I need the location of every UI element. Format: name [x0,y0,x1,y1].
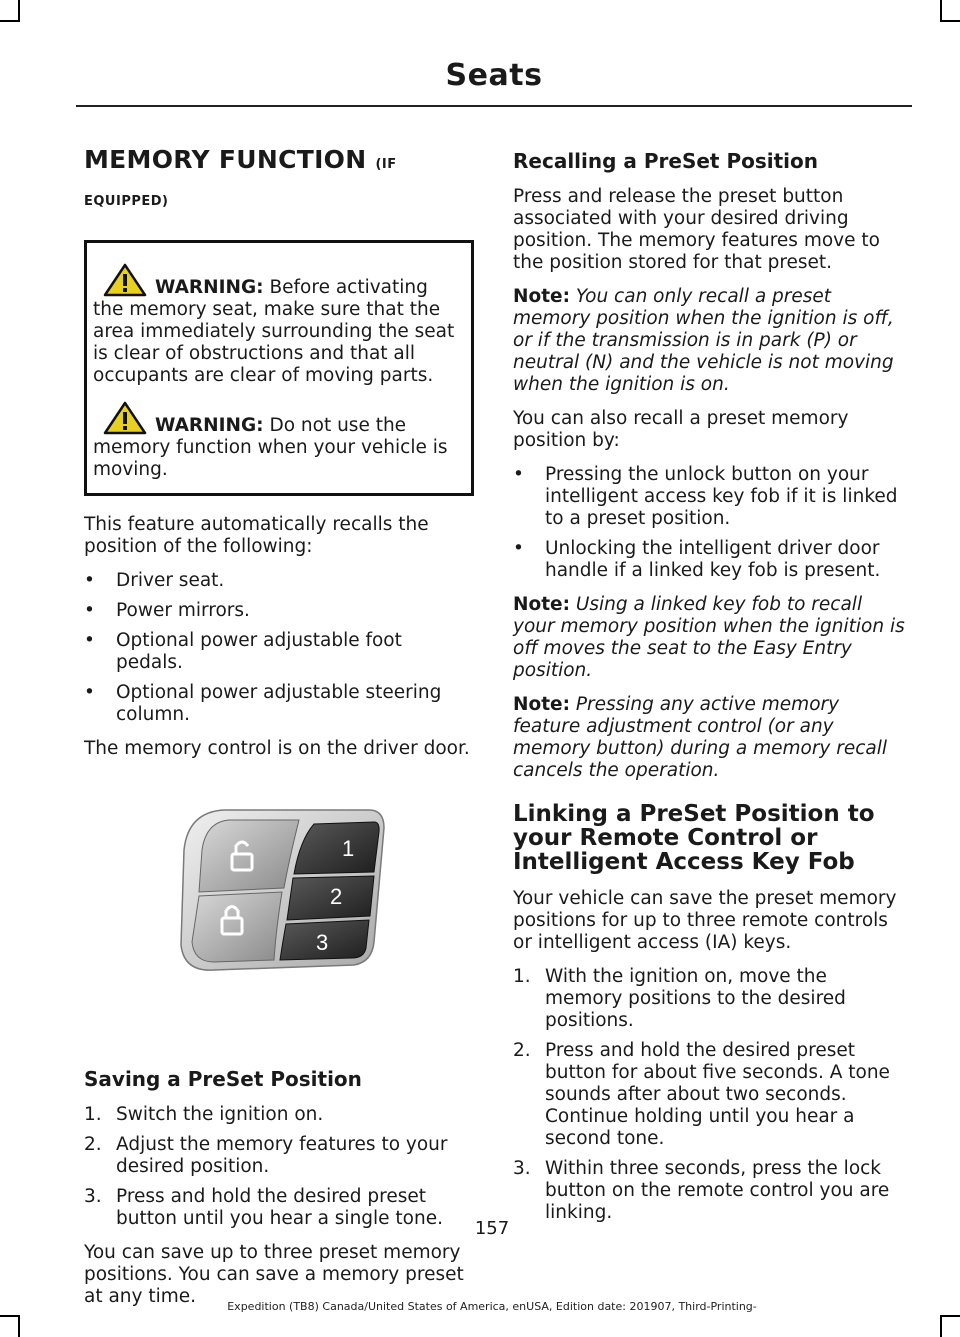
warning-triangle-icon [103,401,147,435]
linking-heading: Linking a PreSet Position to your Remote Control or Intelligent Access Key Fob [513,801,875,875]
crop-mark [18,0,20,22]
warning-triangle-icon [103,263,147,297]
recall-methods-list [513,464,909,582]
warning-label: WARNING: [155,277,264,298]
step-text: Within three seconds, press the lock button on the remote control you are linking. [545,1158,890,1223]
crop-mark [940,1315,942,1337]
step-number: 2. [84,1134,102,1155]
memory-control-illustration [84,780,474,1040]
preset-button-label: 2 [330,884,343,909]
note-paragraph [513,286,909,396]
step-number: 2. [513,1040,531,1061]
list-item: • Power mirrors. [84,600,474,622]
note-text: You can only recall a preset memory position when the ignition is off, or if the transmission is in park (P) or neutral (N) and the vehicle is not moving when the ignition is on. [513,286,894,395]
feature-list [84,570,474,726]
crop-mark [940,0,942,22]
note-label: Note: [513,694,570,715]
section-heading [84,144,474,218]
warning-item [93,401,463,481]
also-paragraph: You can also recall a preset memory position by: [513,408,849,451]
list-item: • Optional power adjustable steering column. [84,682,474,726]
step-text: Adjust the memory features to your desired position. [116,1134,448,1177]
preset-button-label: 1 [342,836,355,861]
intro-paragraph: This feature automatically recalls the position of the following: [84,514,429,557]
warning-label: WARNING: [155,415,264,436]
section-heading-suffix: (IF EQUIPPED) [84,157,397,209]
page-number: 157 [474,1218,510,1239]
step-number: 3. [513,1158,531,1179]
note-paragraph [513,694,909,782]
memory-control-figure [84,780,474,1040]
saving-steps [84,1104,474,1230]
crop-mark [940,1315,960,1317]
linking-steps [513,966,909,1224]
left-column [84,144,474,1320]
list-item: • Unlocking the intelligent driver door handle if a linked key fob is present. [513,538,909,582]
recall-heading: Recalling a PreSet Position [513,149,818,173]
saving-heading: Saving a PreSet Position [84,1067,362,1091]
crop-mark [0,20,20,22]
list-item [84,1104,474,1126]
list-item: • Driver seat. [84,570,474,592]
step-number: 1. [513,966,531,987]
header-rule [76,105,912,107]
warning-item [93,263,463,387]
crop-mark [18,1315,20,1337]
step-number: 3. [84,1186,102,1207]
list-item [84,1134,474,1178]
right-column [513,144,909,1236]
step-number: 1. [84,1104,102,1125]
preset-button-label: 3 [316,930,329,955]
list-item: • Pressing the unlock button on your intelligent access key fob if it is linked to a preset position. [513,464,909,530]
list-item [513,1040,909,1150]
recall-paragraph: Press and release the preset button associated with your desired driving position. The memory features move to the position stored for that preset. [513,186,880,273]
step-text: Press and hold the desired preset button for about five seconds. A tone sounds after about two seconds. Continue holding until you hear a second tone. [545,1040,890,1149]
saving-note-paragraph: You can save up to three preset memory positions. You can save a memory preset at any time. [84,1242,464,1307]
warning-text: Before activating the memory seat, make sure that the area immediately surrounding the seat is clear of obstructions and that all occupants are clear of moving parts. [93,277,455,386]
warning-text: Do not use the memory function when your vehicle is moving. [93,415,448,480]
page-header-title: Seats [445,58,543,93]
step-text: Press and hold the desired preset button until you hear a single tone. [116,1186,443,1229]
list-item: • Optional power adjustable foot pedals. [84,630,474,674]
section-heading-text: MEMORY FUNCTION [84,145,367,174]
list-item [513,966,909,1032]
crop-mark [0,1315,20,1317]
note-text: Pressing any active memory feature adjustment control (or any memory button) during a memory recall cancels the operation. [513,694,888,781]
control-location-paragraph: The memory control is on the driver door. [84,738,470,759]
list-item [513,1158,909,1224]
note-paragraph [513,594,909,682]
note-text: Using a linked key fob to recall your memory position when the ignition is off moves the seat to the Easy Entry position. [513,594,905,681]
note-label: Note: [513,594,570,615]
note-label: Note: [513,286,570,307]
linking-paragraph: Your vehicle can save the preset memory positions for up to three remote controls or intelligent access (IA) keys. [513,888,897,953]
warning-box [84,240,474,496]
page-footer: Expedition (TB8) Canada/United States of America, enUSA, Edition date: 201907, Third-Printing- [227,1300,757,1313]
step-text: Switch the ignition on. [116,1104,324,1125]
crop-mark [940,20,960,22]
step-text: With the ignition on, move the memory positions to the desired positions. [545,966,846,1031]
